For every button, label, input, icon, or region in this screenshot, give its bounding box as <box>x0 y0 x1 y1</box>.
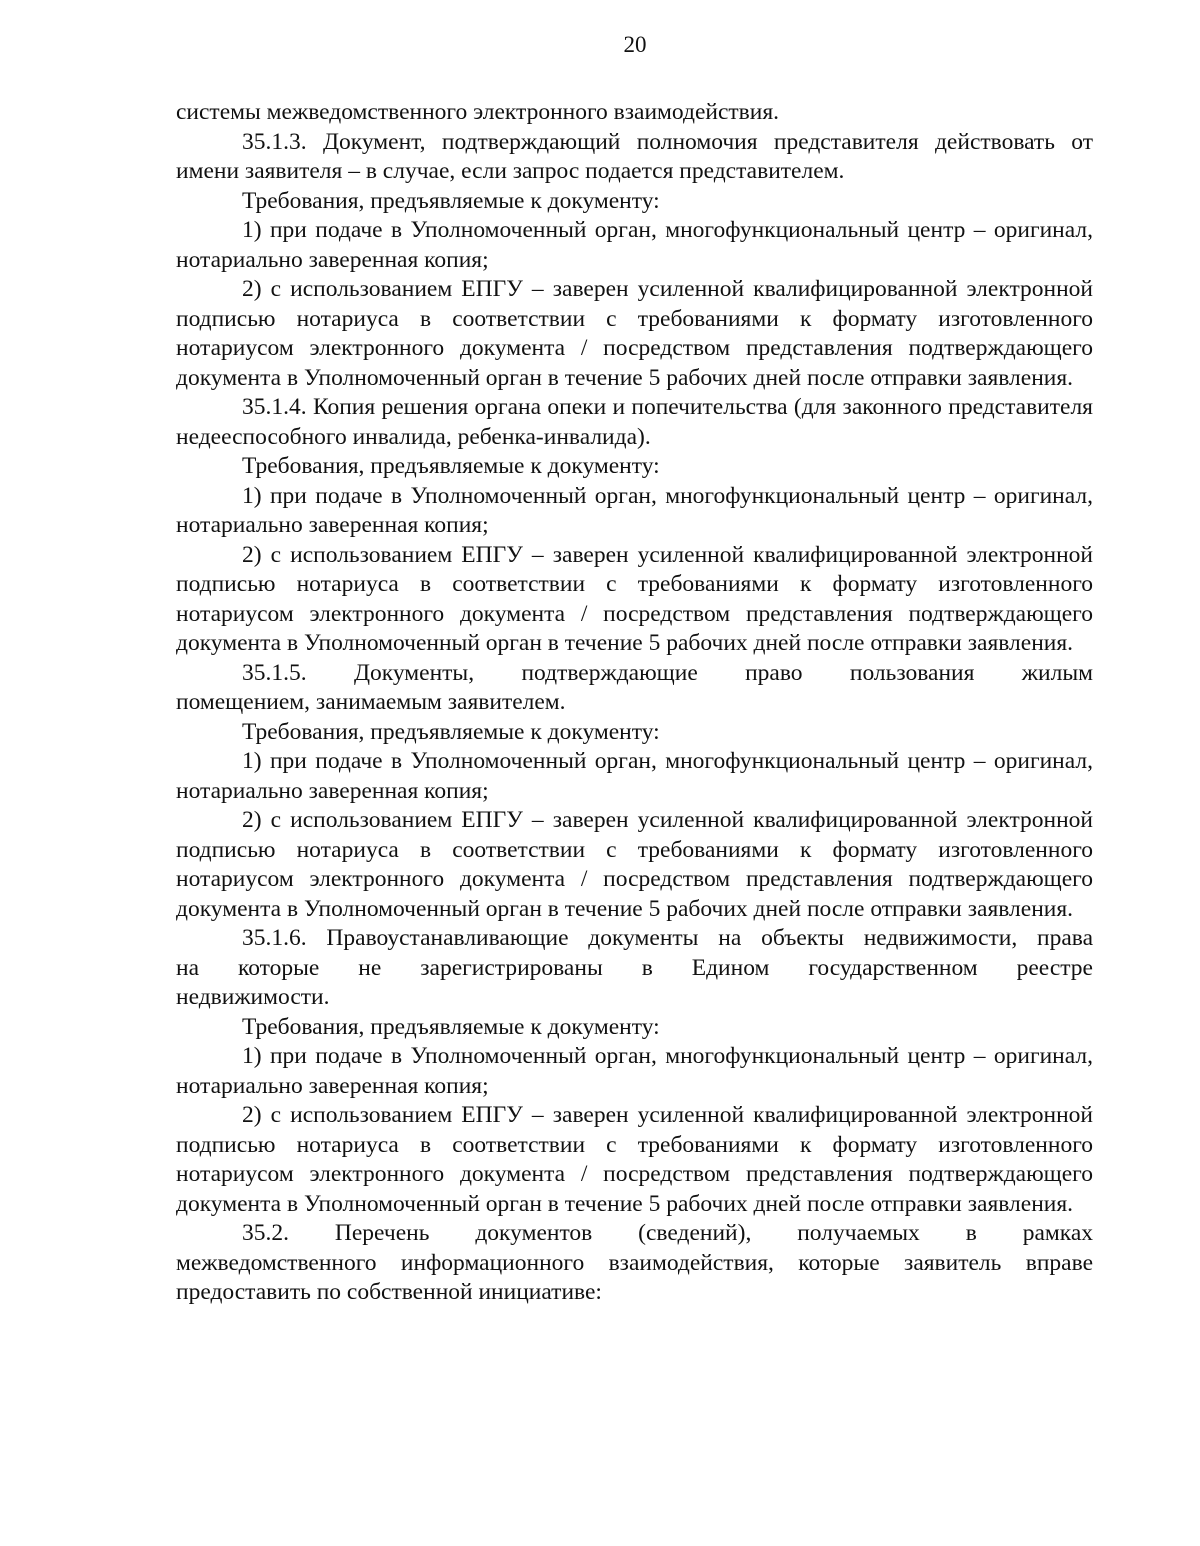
paragraph: помещением, занимаемым заявителем. <box>176 689 566 715</box>
paragraph: Требования, предъявляемые к документу: <box>242 453 660 479</box>
paragraph: 35.1.4. Копия решения органа опеки и попечительства (для законного представителя недееспособного инвалида, ребенка-инвалида). <box>176 394 1093 450</box>
paragraph: Требования, предъявляемые к документу: <box>242 187 660 214</box>
page-number: 20 <box>623 32 647 57</box>
paragraph: 2) с использованием ЕПГУ – заверен усиленной квалифицированной электронной подписью нотариуса в соответствии с требованиями к формату изготовленного нотариусом электронного документа / посредством представления подтверждающего документа в Уполномоченный орган в течение 5 рабочих дней после отправки заявления. <box>176 807 1093 922</box>
paragraph: 1) при подаче в Уполномоченный орган, многофункциональный центр – оригинал, нотариально заверенная копия; <box>176 217 1093 273</box>
paragraph: 1) при подаче в Уполномоченный орган, многофункциональный центр – оригинал, нотариально заверенная копия; <box>176 748 1093 804</box>
paragraph: 35.1.6. Правоустанавливающие документы на объекты недвижимости, права <box>242 925 1093 951</box>
paragraph: системы межведомственного электронного взаимодействия. <box>176 99 780 125</box>
paragraph: 35.2. Перечень документов (сведений), получаемых в рамках <box>242 1220 1093 1246</box>
paragraph: межведомственного информационного взаимодействия, которые заявитель вправе предоставить по собственной инициативе: <box>176 1249 1093 1305</box>
paragraph: 1) при подаче в Уполномоченный орган, многофункциональный центр – оригинал, нотариально заверенная копия; <box>176 1043 1093 1099</box>
document-body <box>176 98 1093 1308</box>
paragraph: 35.1.3. Документ, подтверждающий полномочия представителя действовать от имени заявителя – в случае, если запрос подается представителем. <box>176 128 1093 184</box>
paragraph: 1) при подаче в Уполномоченный орган, многофункциональный центр – оригинал, нотариально заверенная копия; <box>176 482 1093 538</box>
paragraph: на которые не зарегистрированы в Едином государственном реестре <box>176 954 1093 981</box>
paragraph: 2) с использованием ЕПГУ – заверен усиленной квалифицированной электронной подписью нотариуса в соответствии с требованиями к формату изготовленного нотариусом электронного документа / посредством представления подтверждающего документа в Уполномоченный орган в течение 5 рабочих дней после отправки заявления. <box>176 541 1093 656</box>
paragraph: Требования, предъявляемые к документу: <box>242 718 660 745</box>
paragraph: Требования, предъявляемые к документу: <box>242 1013 660 1040</box>
paragraph: 2) с использованием ЕПГУ – заверен усиленной квалифицированной электронной подписью нотариуса в соответствии с требованиями к формату изготовленного нотариусом электронного документа / посредством представления подтверждающего документа в Уполномоченный орган в течение 5 рабочих дней после отправки заявления. <box>176 276 1093 391</box>
paragraph: 35.1.5. Документы, подтверждающие право пользования жилым <box>242 659 1093 686</box>
paragraph: 2) с использованием ЕПГУ – заверен усиленной квалифицированной электронной подписью нотариуса в соответствии с требованиями к формату изготовленного нотариусом электронного документа / посредством представления подтверждающего документа в Уполномоченный орган в течение 5 рабочих дней после отправки заявления. <box>176 1102 1093 1217</box>
paragraph: недвижимости. <box>176 984 330 1010</box>
